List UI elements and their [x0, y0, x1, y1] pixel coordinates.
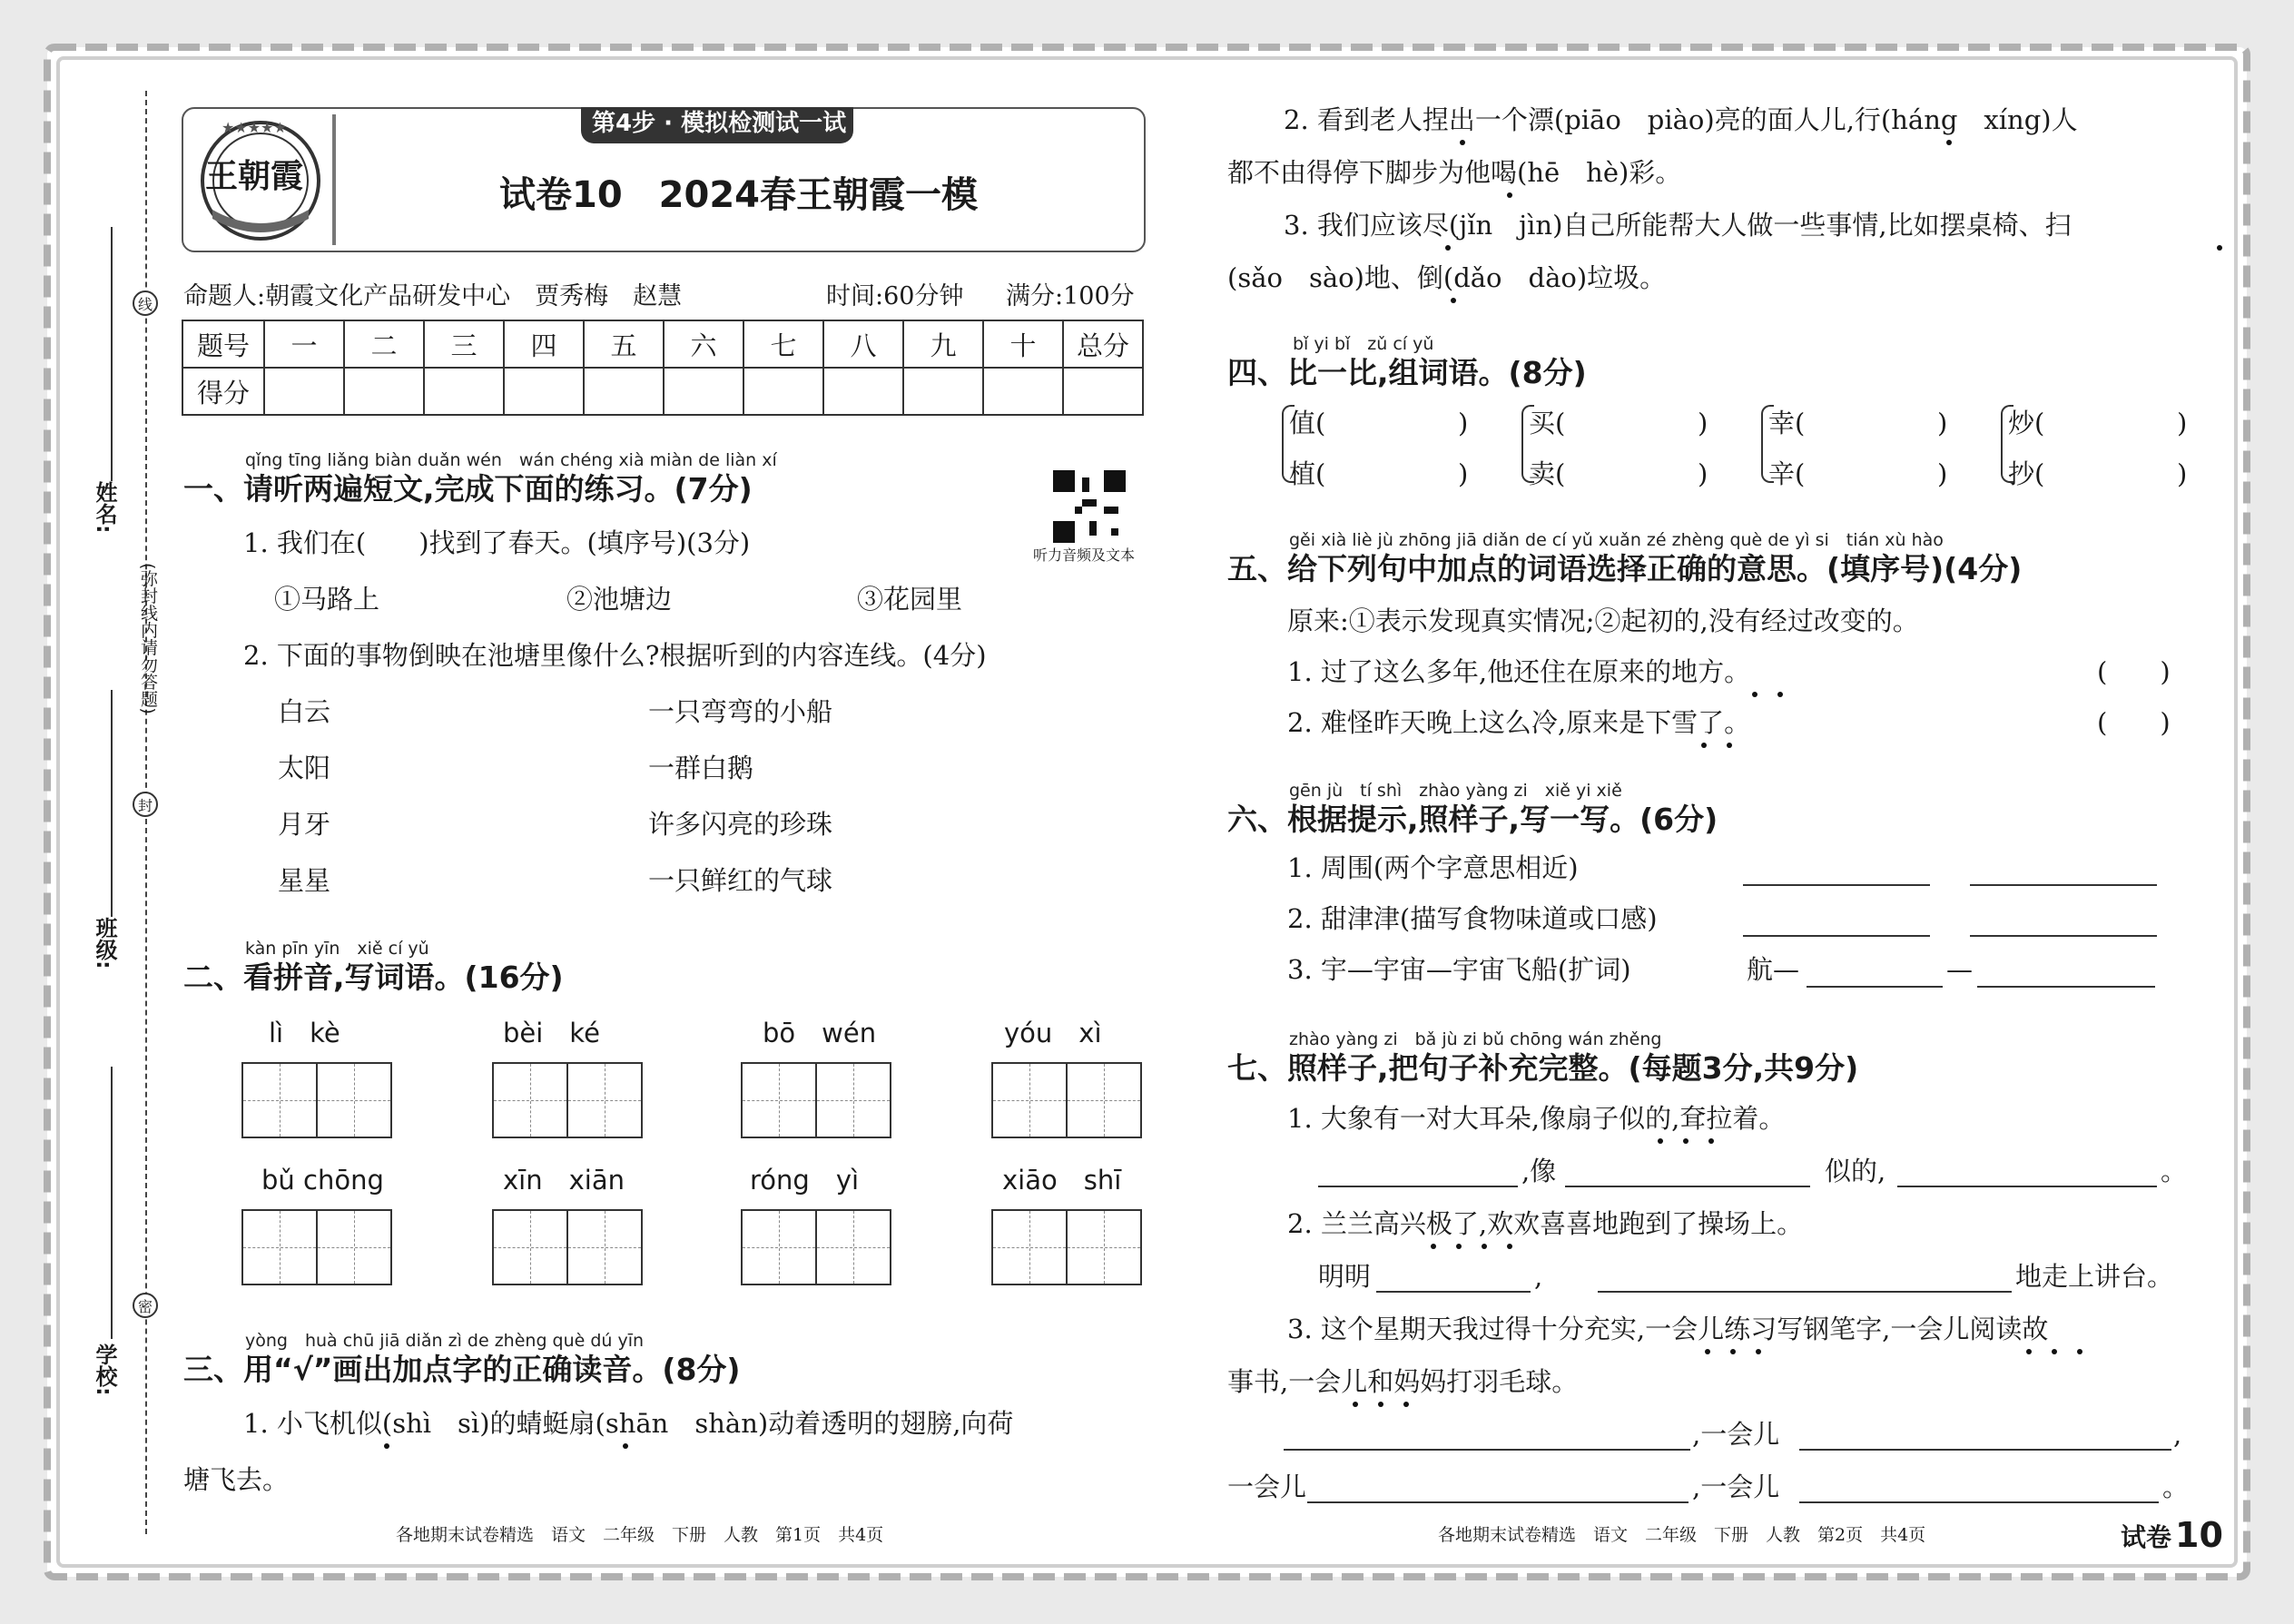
score-label: 得分	[182, 368, 264, 415]
pinyin-word: xiāo shī	[1002, 1165, 1122, 1196]
answer-line[interactable]	[1565, 1186, 1810, 1187]
emphasis-dot	[1658, 1138, 1663, 1144]
compare-char: 卖(	[1529, 458, 1566, 489]
answer-line[interactable]	[1799, 1449, 2171, 1451]
svg-text:★★★★★: ★★★★★	[222, 119, 287, 136]
s4-title: 四、比一比,组词语。(8分)	[1227, 355, 1587, 390]
s7-title: 七、照样子,把句子补充完整。(每题3分,共9分)	[1227, 1050, 1859, 1086]
fill-text: 明明	[1318, 1261, 1372, 1292]
fill-text: 似的,	[1825, 1156, 1886, 1186]
emphasis-dot	[1708, 1138, 1714, 1144]
pinyin-word: bō wén	[763, 1018, 877, 1048]
score-input[interactable]	[584, 368, 664, 415]
score-cell: 四	[504, 320, 584, 368]
exam-time: 时间:60分钟	[826, 282, 964, 310]
score-cell: 五	[584, 320, 664, 368]
score-input[interactable]	[1063, 368, 1143, 415]
name-label: 姓名:	[92, 481, 117, 534]
match-right[interactable]: 一群白鹅	[648, 753, 754, 783]
s3-q3-line1: 3. 我们应该尽(jǐn jìn)自己所能帮大人做一些事情,比如摆桌椅、扫	[1284, 210, 2072, 241]
writing-grid[interactable]	[991, 1209, 1142, 1285]
fill-text: ,像	[1521, 1156, 1557, 1186]
emphasis-dot	[2026, 1349, 2032, 1354]
score-cell: 一	[264, 320, 344, 368]
score-input[interactable]	[424, 368, 504, 415]
binding-mark-line: 线	[133, 290, 158, 316]
fill-text: ,	[2173, 1419, 2182, 1450]
s1-q1: 1. 我们在( )找到了春天。(填序号)(3分)	[243, 527, 751, 558]
emphasis-dot	[2052, 1349, 2057, 1354]
answer-line[interactable]	[1970, 884, 2157, 886]
s6-title: 六、根据提示,照样子,写一写。(6分)	[1227, 802, 1718, 837]
s4-pinyin: bǐ yi bǐ zǔ cí yǔ	[1293, 334, 1434, 354]
emphasis-dot	[1756, 1349, 1761, 1354]
score-cell: 二	[344, 320, 424, 368]
s1-title: 一、请听两遍短文,完成下面的练习。(7分)	[183, 471, 753, 507]
s6-q3-dash: —	[1946, 954, 1973, 985]
s3-title: 三、用“√”画出加点字的正确读音。(8分)	[183, 1352, 741, 1387]
emphasis-dot	[1683, 1138, 1689, 1144]
emphasis-dot	[1705, 1349, 1710, 1354]
s1-opt-1: ①马路上	[274, 584, 380, 615]
pinyin-word: yóu xì	[1004, 1018, 1102, 1048]
fill-text: ,一会儿	[1692, 1419, 1780, 1450]
emphasis-dot	[2217, 245, 2222, 251]
fill-text: 。	[2161, 1156, 2188, 1186]
match-left[interactable]: 月牙	[278, 809, 331, 840]
compare-char: 抄(	[2008, 458, 2045, 489]
s7-q3-line2: 事书,一会儿和妈妈打羽毛球。	[1227, 1366, 1579, 1397]
s3-pinyin: yòng huà chū jiā diǎn zì de zhèng què dú yīn	[245, 1331, 645, 1351]
score-input[interactable]	[344, 368, 424, 415]
match-left[interactable]: 白云	[278, 696, 331, 727]
score-cell: 题号	[182, 320, 264, 368]
score-cell: 九	[903, 320, 983, 368]
s3-q1-line1: 1. 小飞机似(shì sì)的蜻蜓扇(shān shàn)动着透明的翅膀,向荷	[243, 1408, 1014, 1439]
compare-char: 买(	[1529, 408, 1566, 438]
paper-number: 10	[2175, 1515, 2223, 1555]
score-cell: 总分	[1063, 320, 1143, 368]
binding-warning: (弥封线内请勿答题)	[138, 563, 158, 714]
paper-label: 试卷	[2121, 1522, 2172, 1552]
page-title: 试卷10 2024春王朝霞一模	[499, 174, 978, 216]
pinyin-word: bèi ké	[503, 1018, 600, 1048]
emphasis-dot	[384, 1443, 389, 1449]
writing-grid[interactable]	[492, 1209, 643, 1285]
match-left[interactable]: 太阳	[278, 753, 331, 783]
score-input[interactable]	[903, 368, 983, 415]
emphasis-dot	[623, 1443, 628, 1449]
logo-text: 王朝霞	[205, 157, 304, 195]
qr-caption: 听力音频及文本	[1033, 546, 1136, 564]
score-input[interactable]	[264, 368, 344, 415]
emphasis-dot	[1378, 1402, 1383, 1407]
compare-char: 植(	[1289, 458, 1326, 489]
s1-opt-2: ②池塘边	[566, 584, 673, 615]
compare-char: 辛(	[1768, 458, 1806, 489]
emphasis-dot	[1727, 743, 1732, 748]
emphasis-dot	[1460, 140, 1465, 145]
answer-line[interactable]	[1897, 1186, 2157, 1187]
s3-q2-line2: 都不由得停下脚步为他喝(hē hè)彩。	[1227, 157, 1682, 188]
answer-line[interactable]	[1743, 935, 1930, 937]
name-field[interactable]	[111, 227, 113, 481]
s5-q1: 1. 过了这么多年,他还住在原来的地方。	[1287, 656, 1751, 687]
fill-text: ,一会儿	[1692, 1471, 1780, 1502]
logo-divider	[332, 114, 336, 245]
match-right[interactable]: 一只鲜红的气球	[648, 865, 833, 896]
s3-q1-line2: 塘飞去。	[183, 1464, 290, 1495]
emphasis-dot	[1403, 1402, 1409, 1407]
fill-text: 地走上讲台。	[2015, 1261, 2174, 1292]
writing-grid[interactable]	[741, 1209, 891, 1285]
writing-grid[interactable]	[991, 1062, 1142, 1138]
paren-close: )	[2177, 458, 2188, 489]
emphasis-dot	[1482, 1244, 1487, 1249]
s7-pinyin: zhào yàng zi bǎ jù zi bǔ chōng wán zhěng	[1289, 1029, 1662, 1049]
score-table	[182, 320, 1144, 416]
answer-line[interactable]	[1977, 986, 2155, 988]
answer-line[interactable]	[1307, 1501, 1689, 1503]
score-input[interactable]	[983, 368, 1063, 415]
s6-q1: 1. 周围(两个字意思相近)	[1287, 852, 1579, 883]
score-input[interactable]	[504, 368, 584, 415]
answer-paren[interactable]: ( )	[2097, 707, 2171, 738]
school-field[interactable]	[111, 1067, 113, 1339]
score-cell: 八	[823, 320, 903, 368]
emphasis-dot	[1445, 245, 1451, 251]
match-right[interactable]: 一只弯弯的小船	[648, 696, 833, 727]
paren-close: )	[1937, 458, 1948, 489]
answer-line[interactable]	[1376, 1291, 1531, 1293]
writing-grid[interactable]	[241, 1062, 392, 1138]
writing-grid[interactable]	[741, 1062, 891, 1138]
score-cell: 六	[664, 320, 743, 368]
pinyin-word: lì kè	[269, 1018, 340, 1048]
emphasis-dot	[1431, 1244, 1436, 1249]
emphasis-dot	[1752, 692, 1757, 697]
answer-paren[interactable]: ( )	[2097, 656, 2171, 687]
emphasis-dot	[1730, 1349, 1736, 1354]
qr-code-icon[interactable]	[1053, 470, 1126, 543]
pinyin-word: róng yì	[750, 1165, 860, 1196]
pinyin-word: xīn xiān	[503, 1165, 625, 1196]
answer-line[interactable]	[1284, 1449, 1690, 1451]
paren-close: )	[2177, 408, 2188, 438]
binding-mark-secret: 密	[133, 1293, 158, 1318]
authors: 命题人:朝霞文化产品研发中心 贾秀梅 赵慧	[183, 282, 683, 310]
writing-grid[interactable]	[492, 1062, 643, 1138]
paren-close: )	[1458, 408, 1469, 438]
s3-q3-line2: (sǎo sào)地、倒(dǎo dào)垃圾。	[1227, 262, 1667, 293]
emphasis-dot	[1507, 1244, 1512, 1249]
answer-line[interactable]	[1318, 1186, 1518, 1187]
compare-char: 幸(	[1768, 408, 1806, 438]
match-left[interactable]: 星星	[278, 865, 331, 896]
s1-q2: 2. 下面的事物倒映在池塘里像什么?根据听到的内容连线。(4分)	[243, 640, 987, 671]
s6-pinyin: gēn jù tí shì zhào yàng zi xiě yi xiě	[1289, 781, 1622, 801]
step-banner: 第4步 · 模拟检测试一试	[592, 110, 847, 137]
score-input[interactable]	[664, 368, 743, 415]
s7-q2: 2. 兰兰高兴极了,欢欢喜喜地跑到了操场上。	[1287, 1208, 1804, 1239]
compare-char: 炒(	[2008, 408, 2045, 438]
answer-line[interactable]	[1598, 1291, 2012, 1293]
emphasis-dot	[2077, 1349, 2082, 1354]
pinyin-word: bǔ chōng	[261, 1165, 384, 1196]
writing-grid[interactable]	[241, 1209, 392, 1285]
school-label: 学校:	[92, 1343, 117, 1396]
emphasis-dot	[1451, 298, 1456, 303]
s7-q3-line1: 3. 这个星期天我过得十分充实,一会儿练习写钢笔字,一会儿阅读故	[1287, 1314, 2049, 1344]
paren-close: )	[1698, 458, 1708, 489]
s7-q1: 1. 大象有一对大耳朵,像扇子似的,耷拉着。	[1287, 1103, 1786, 1134]
s3-q2-line1: 2. 看到老人捏出一个漂(piāo piào)亮的面人儿,行(háng xíng)人	[1284, 104, 2078, 135]
footer-left: 各地期末试卷精选 语文 二年级 下册 人教 第1页 共4页	[396, 1525, 884, 1545]
binding-mark-seal: 封	[133, 792, 158, 817]
answer-line[interactable]	[1799, 1501, 2159, 1503]
s5-q2: 2. 难怪昨天晚上这么冷,原来是下雪了。	[1287, 707, 1751, 738]
s1-opt-3: ③花园里	[857, 584, 963, 615]
emphasis-dot	[1946, 140, 1952, 145]
paren-close: )	[1937, 408, 1948, 438]
score-cell: 七	[743, 320, 823, 368]
s5-meaning: 原来:①表示发现真实情况;②起初的,没有经过改变的。	[1287, 605, 1919, 636]
score-cell: 十	[983, 320, 1063, 368]
s2-title: 二、看拼音,写词语。(16分)	[183, 960, 564, 995]
emphasis-dot	[1456, 1244, 1462, 1249]
answer-line[interactable]	[1743, 884, 1930, 886]
s6-q3-start: 航—	[1747, 954, 1800, 985]
s2-pinyin: kàn pīn yīn xiě cí yǔ	[245, 939, 429, 959]
s1-pinyin: qǐng tīng liǎng biàn duǎn wén wán chéng xià miàn de liàn xí	[245, 450, 777, 470]
match-right[interactable]: 许多闪亮的珍珠	[648, 809, 833, 840]
emphasis-dot	[1777, 692, 1783, 697]
fill-text: ,	[1534, 1261, 1543, 1292]
emphasis-dot	[1701, 743, 1707, 748]
full-score: 满分:100分	[1006, 282, 1135, 310]
footer-right: 各地期末试卷精选 语文 二年级 下册 人教 第2页 共4页	[1438, 1525, 1926, 1545]
emphasis-dot	[1353, 1402, 1358, 1407]
answer-line[interactable]	[1807, 986, 1943, 988]
score-input[interactable]	[743, 368, 823, 415]
s6-q2: 2. 甜津津(描写食物味道或口感)	[1287, 903, 1658, 934]
s6-q3: 3. 宇—宇宙—宇宙飞船(扩词)	[1287, 954, 1631, 985]
class-field[interactable]	[111, 690, 113, 917]
fill-text: 。	[2162, 1471, 2190, 1502]
score-input[interactable]	[823, 368, 903, 415]
s5-pinyin: gěi xià liè jù zhōng jiā diǎn de cí yǔ xuǎn zé zhèng què de yì si tián xù hào	[1289, 530, 1944, 550]
score-cell: 三	[424, 320, 504, 368]
emphasis-dot	[1507, 192, 1512, 198]
paren-close: )	[1698, 408, 1708, 438]
s5-title: 五、给下列句中加点的词语选择正确的意思。(填序号)(4分)	[1227, 551, 2023, 586]
fill-text: 一会儿	[1227, 1471, 1307, 1502]
answer-line[interactable]	[1970, 935, 2157, 937]
compare-char: 值(	[1289, 408, 1326, 438]
class-label: 班级:	[92, 917, 117, 969]
paren-close: )	[1458, 458, 1469, 489]
